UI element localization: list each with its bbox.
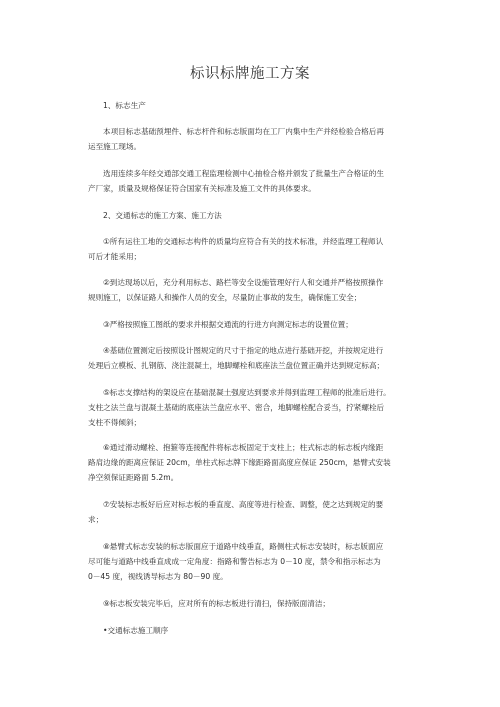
- paragraph-12: [88, 539, 430, 584]
- text-line: 可后才能采用；: [88, 252, 142, 261]
- paragraph-11: [88, 497, 430, 527]
- paragraph-5: [88, 234, 430, 264]
- paragraph-14: [88, 623, 430, 638]
- text-line: ⑥通过滑动螺栓、抱箍等连接配件将标志板固定于支柱上；柱式标志的标志板内缘距: [103, 443, 384, 452]
- text-line: 支柱之法兰盘与混凝土基础的底座法兰盘应水平、密合，地脚螺栓配合妥当，拧紧螺栓后: [88, 403, 385, 412]
- text-line: ⑨标志板安装完毕后，应对所有的标志板进行清扫，保持版面清洁；: [103, 599, 331, 608]
- text-line: 尽可能与道路中线垂直成成一定角度：指路和警告标志为 0－10 度，禁令和指示标志为: [88, 557, 381, 566]
- text-line: ⑤标志支撑结构的架设应在基础混凝土强度达到要求并得到监理工程师的批准后进行。: [103, 388, 391, 397]
- text-line: ⑦安装标志板好后应对标志板的垂直度、高度等进行检查、调整，使之达到规定的要: [103, 500, 384, 509]
- text-line: 规则施工，以保证路人和操作人员的安全，尽量防止事故的发生，确保施工安全；: [88, 293, 362, 302]
- text-line: 路肩边缘的距离应保证 20cm，单柱式标志牌下缘距路面高度应保证 250cm，悬臂式安装: [88, 458, 391, 467]
- paragraph-6: [88, 275, 430, 305]
- text-line: 净空须保证距路面 5.2m。: [88, 473, 179, 482]
- paragraph-2: [88, 124, 430, 154]
- text-line: 支柱不得倾斜；: [88, 418, 142, 427]
- paragraph-8: [88, 343, 430, 373]
- paragraph-4: [88, 208, 430, 223]
- text-line: 1、标志生产: [103, 101, 146, 110]
- text-line: ④基础位置测定后按照设计图规定的尺寸于指定的地点进行基础开挖，并按规定进行: [103, 346, 384, 355]
- paragraph-1: [88, 98, 430, 113]
- text-line: 产厂家，质量及规格保证符合国家有关标准及施工文件的具体要求。: [88, 184, 316, 193]
- text-line: 处理后立模板、扎钢筋、浇注混凝土，地脚螺栓和底座法兰盘位置正确并达到规定标高；: [88, 361, 385, 370]
- text-line: ②到达现场以后，充分利用标志、路栏等安全设施管理好行人和交通并严格按照操作: [103, 278, 384, 287]
- paragraph-3: [88, 166, 430, 196]
- text-line: 求；: [88, 515, 104, 524]
- text-line: ⑧悬臂式标志安装的标志版面应于道路中线垂直，路侧柱式标志安装时，标志版面应: [103, 542, 384, 551]
- paragraph-10: [88, 440, 430, 485]
- text-line: 运至施工现场。: [88, 142, 142, 151]
- text-line: ③严格按照施工图纸的要求并根据交通流的行进方向测定标志的设置位置；: [103, 320, 353, 329]
- text-line: 选用连续多年经交通部交通工程监理检测中心抽检合格并颁发了批量生产合格证的生: [103, 169, 384, 178]
- paragraph-9: [88, 385, 430, 430]
- text-line: 0－45 度，视线诱导标志为 80－90 度。: [88, 572, 228, 581]
- text-line: •交通标志施工顺序: [103, 626, 169, 635]
- document-title: 标识标牌施工方案: [190, 66, 310, 82]
- paragraph-13: [88, 596, 430, 611]
- text-line: ①所有运往工地的交通标志构件的质量均应符合有关的技术标准，并经监理工程师认: [103, 237, 384, 246]
- text-line: 本项目标志基础预埋件、标志杆件和标志版面均在工厂内集中生产并经检验合格后再: [103, 127, 384, 136]
- paragraph-7: [88, 317, 430, 332]
- text-line: 2、交通标志的施工方案、施工方法: [103, 211, 222, 220]
